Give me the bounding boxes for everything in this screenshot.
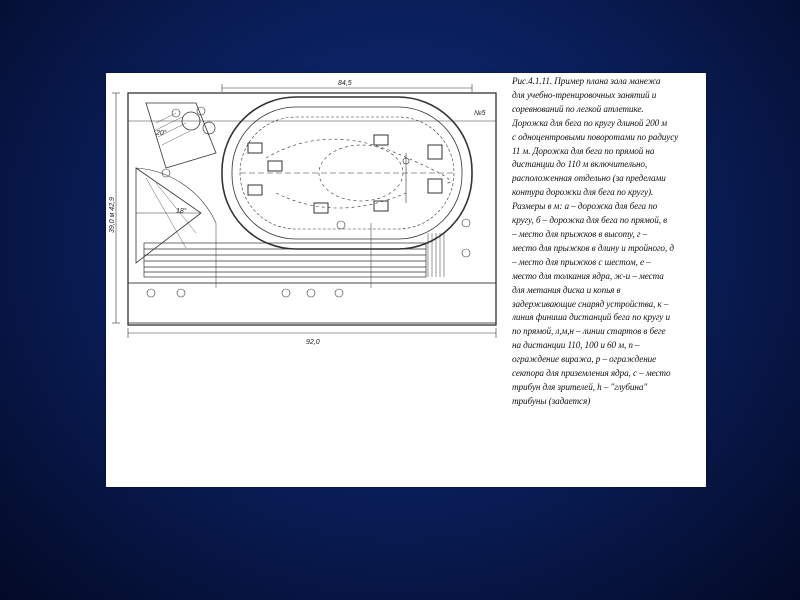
caption-line: – место для прыжков с шестом, е – xyxy=(512,256,651,267)
infield-apparatus xyxy=(374,135,388,145)
infield-apparatus xyxy=(428,179,442,193)
angle-label-upper: 20° xyxy=(156,130,167,137)
caption-line: сектора для приземления ядра, с – место xyxy=(512,368,671,379)
caption-line: для метания диска и копья в xyxy=(512,284,621,295)
caption-line: – место для прыжков в высоту, г – xyxy=(512,228,648,239)
slide-image xyxy=(106,73,706,487)
caption-line: линия финиша дистанций бега по кругу и xyxy=(512,312,670,323)
infield-apparatus xyxy=(314,203,328,213)
dimension-inner-length: 84,5 xyxy=(338,80,352,87)
caption-line: место для прыжков в длину и тройного, д xyxy=(512,242,674,253)
caption-line: 11 м. Дорожка для бега по прямой на xyxy=(512,145,655,156)
caption-line: по прямой, л,м,н – линии стартов в беге xyxy=(512,326,666,337)
caption-line: соревнований по легкой атлетике. xyxy=(512,103,644,114)
caption-line: ограждение виража, р – ограждение xyxy=(512,354,657,365)
figure-caption xyxy=(512,75,706,485)
caption-line: дистанции до 110 м включительно, xyxy=(512,159,648,170)
dimension-width: 39,0 м 42,9 xyxy=(109,197,116,233)
infield-apparatus xyxy=(428,145,442,159)
dimension-side-offset: №5 xyxy=(474,110,486,117)
arena-plan-drawing xyxy=(106,73,506,487)
infield-apparatus xyxy=(268,161,282,171)
caption-line: с одноцентровыми поворотами по радиусу xyxy=(512,131,679,142)
caption-line: трибун для зрителей, h – "глубина" xyxy=(512,381,648,392)
dimension-total-length: 92,0 xyxy=(306,339,320,346)
caption-line: расположенная отдельно (за пределами xyxy=(512,173,666,184)
caption-line: контура дорожки для бега по кругу). xyxy=(512,187,654,198)
caption-line: трибуны (задается) xyxy=(512,395,591,406)
infield-apparatus xyxy=(374,201,388,211)
caption-line: для учебно-тренировочных занятий и xyxy=(512,89,657,100)
infield-apparatus xyxy=(248,185,262,195)
caption-line: Размеры в м: а – дорожка для бега по xyxy=(512,201,658,212)
caption-line: кругу, б – дорожка для бега по прямой, в xyxy=(512,215,668,226)
caption-line: Дорожка для бега по кругу длиной 200 м xyxy=(512,117,668,128)
caption-line: место для толкания ядра, ж-и – места xyxy=(512,270,664,281)
infield-apparatus xyxy=(248,143,262,153)
caption-line: Рис.4.1.11. Пример плана зала манежа xyxy=(512,76,661,86)
angle-label-lower: 18° xyxy=(176,208,187,215)
oval-track-inner xyxy=(232,107,462,239)
caption-line: на дистанции 110, 100 и 60 м, п – xyxy=(512,340,640,351)
caption-line: задерживающие снаряд устройства, к – xyxy=(512,298,669,309)
